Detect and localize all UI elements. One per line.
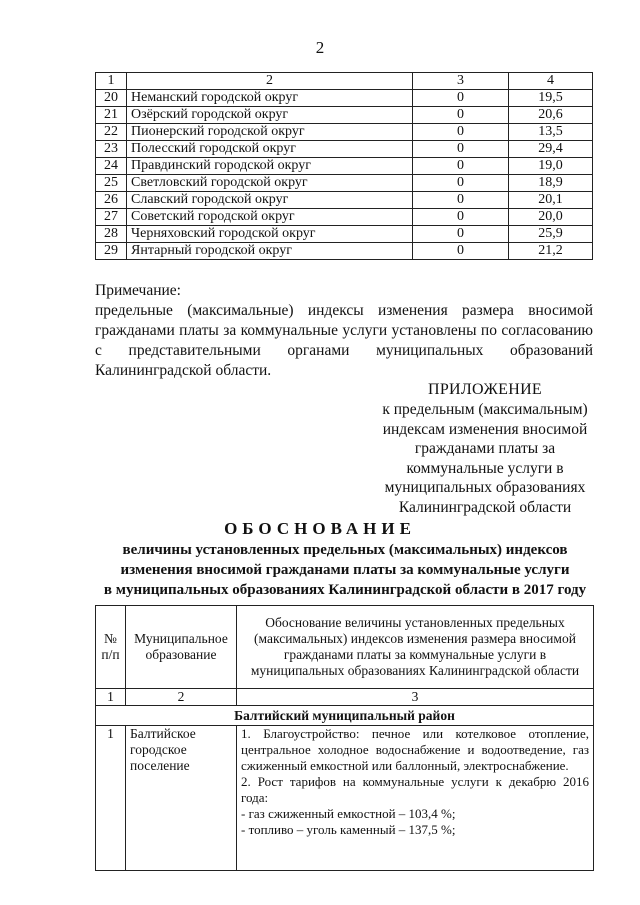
column-number-3: 3	[413, 73, 509, 90]
appendix-line: индексам изменения вносимой	[382, 420, 588, 438]
table-row	[96, 726, 594, 871]
justification-line: - газ сжиженный емкостной – 103,4 %;	[241, 806, 456, 821]
table-header-row	[96, 606, 594, 689]
appendix-line: к предельным (максимальным)	[382, 401, 588, 418]
section-title: Балтийский муниципальный район	[96, 706, 594, 726]
appendix-line: коммунальные услуги в	[406, 459, 564, 477]
section-row	[96, 706, 594, 726]
column-number: 1	[96, 689, 126, 706]
justification-line: 1. Благоустройство: печное или котелковое отопление, центральное холодное водоснабжение и водоотведение, газ сжиженный емкостной или баллонный, электроснабжение.	[241, 726, 589, 773]
column-number-4: 4	[509, 73, 593, 90]
index-value: 21,2	[509, 243, 593, 260]
blank-line	[241, 838, 589, 870]
table-row	[96, 243, 593, 260]
row-number: 1	[96, 726, 126, 871]
column-number-2: 2	[127, 73, 413, 90]
column-3-value: 0	[413, 209, 509, 226]
column-3-value: 0	[413, 107, 509, 124]
municipality-name: Озёрский городской округ	[127, 107, 413, 124]
row-number: 27	[96, 209, 127, 226]
row-number: 29	[96, 243, 127, 260]
index-value: 20,6	[509, 107, 593, 124]
table-header-row	[96, 73, 593, 90]
index-value: 25,9	[509, 226, 593, 243]
table-row	[96, 107, 593, 124]
municipality-name: Полесский городской округ	[127, 141, 413, 158]
column-3-value: 0	[413, 141, 509, 158]
municipality-name: Балтийское городское поселение	[126, 726, 237, 871]
justification-title: ОБОСНОВАНИЕ	[224, 519, 416, 538]
row-number: 28	[96, 226, 127, 243]
column-3-value: 0	[413, 243, 509, 260]
column-number: 3	[237, 689, 594, 706]
column-number: 2	[126, 689, 237, 706]
column-3-value: 0	[413, 175, 509, 192]
justification-subtitle	[85, 540, 605, 600]
municipality-name: Неманский городской округ	[127, 90, 413, 107]
table-row	[96, 158, 593, 175]
index-value: 19,0	[509, 158, 593, 175]
index-value: 18,9	[509, 175, 593, 192]
note-title: Примечание:	[95, 282, 181, 299]
municipality-name: Советский городской округ	[127, 209, 413, 226]
header-justification: Обоснование величины установленных предельных (максимальных) индексов изменения размера вносимой гражданами платы за коммунальные услуги в муниципальных образованиях Калининградской области	[237, 606, 594, 689]
municipality-name: Славский городской округ	[127, 192, 413, 209]
table-row	[96, 175, 593, 192]
row-number: 20	[96, 90, 127, 107]
municipality-name: Черняховский городской округ	[127, 226, 413, 243]
header-number: № п/п	[96, 606, 126, 689]
justification-line: 2. Рост тарифов на коммунальные услуги к декабрю 2016 года:	[241, 774, 589, 805]
subtitle-line: в муниципальных образованиях Калининградской области в 2017 году	[103, 582, 587, 598]
column-3-value: 0	[413, 226, 509, 243]
subtitle-line: величины установленных предельных (максимальных) индексов	[122, 542, 568, 558]
table-row	[96, 124, 593, 141]
note-text: предельные (максимальные) индексы изменения размера вносимой гражданами платы за коммунальные услуги установлены по согласованию с представительными органами муниципальных образований Калининградской области.	[95, 302, 593, 379]
justification-line: - топливо – уголь каменный – 137,5 %;	[241, 822, 456, 837]
page-number: 2	[315, 38, 325, 57]
rates-table	[95, 72, 593, 260]
row-number: 25	[96, 175, 127, 192]
municipality-name: Пионерский городской округ	[127, 124, 413, 141]
row-number: 22	[96, 124, 127, 141]
table-row	[96, 192, 593, 209]
header-municipality: Муниципальное образование	[126, 606, 237, 689]
table-row	[96, 209, 593, 226]
municipality-name: Правдинский городской округ	[127, 158, 413, 175]
row-number: 26	[96, 192, 127, 209]
index-value: 29,4	[509, 141, 593, 158]
rates-table-body	[96, 73, 593, 260]
row-number: 24	[96, 158, 127, 175]
appendix-line: Калининградской области	[398, 498, 572, 516]
column-number-1: 1	[96, 73, 127, 90]
column-3-value: 0	[413, 90, 509, 107]
table-row	[96, 141, 593, 158]
index-value: 20,1	[509, 192, 593, 209]
municipality-name: Светловский городской округ	[127, 175, 413, 192]
table-row	[96, 226, 593, 243]
column-3-value: 0	[413, 158, 509, 175]
subtitle-line: изменения вносимой гражданами платы за коммунальные услуги	[120, 562, 570, 578]
index-value: 20,0	[509, 209, 593, 226]
row-number: 21	[96, 107, 127, 124]
municipality-name: Янтарный городской округ	[127, 243, 413, 260]
appendix-title: ПРИЛОЖЕНИЕ	[427, 381, 542, 398]
column-3-value: 0	[413, 124, 509, 141]
index-value: 19,5	[509, 90, 593, 107]
justification-table	[95, 605, 594, 871]
index-value: 13,5	[509, 124, 593, 141]
appendix-line: муниципальных образованиях	[384, 479, 586, 496]
column-3-value: 0	[413, 192, 509, 209]
appendix-line: гражданами платы за	[414, 440, 556, 457]
justification-text	[237, 726, 594, 871]
appendix-text	[360, 400, 610, 517]
column-numbers-row	[96, 689, 594, 706]
row-number: 23	[96, 141, 127, 158]
table-row	[96, 90, 593, 107]
